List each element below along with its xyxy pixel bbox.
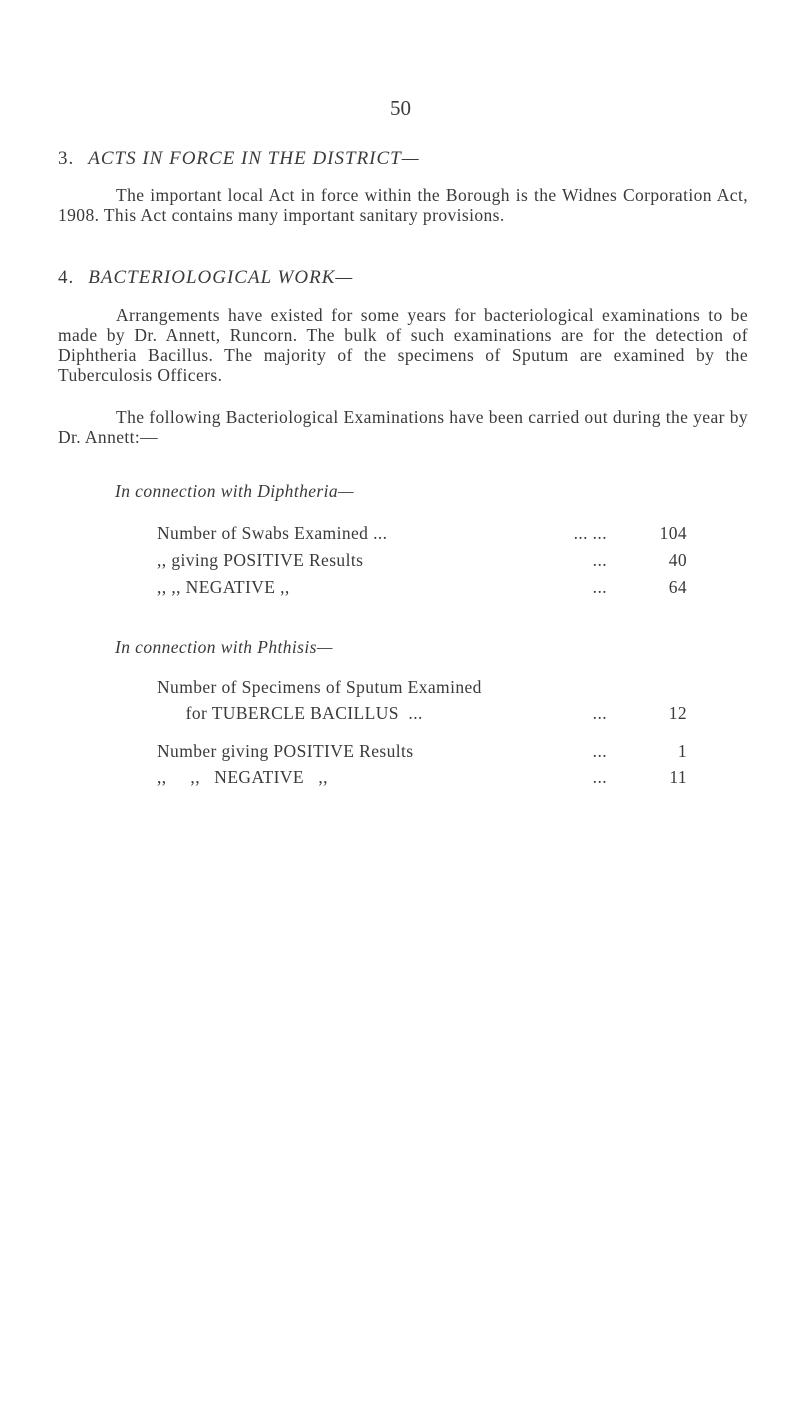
diphtheria-row-swabs bbox=[157, 523, 687, 545]
diphtheria-row-positive bbox=[157, 550, 687, 572]
row-label: ,, ,, NEGATIVE ,, bbox=[157, 767, 328, 787]
section-3-heading bbox=[58, 148, 420, 170]
row-label: Number giving POSITIVE Results bbox=[157, 741, 414, 761]
row-value: 40 bbox=[668, 550, 687, 570]
row-leader: ... ... bbox=[573, 523, 607, 543]
phthisis-row-negative bbox=[157, 767, 687, 789]
row-label: Number of Swabs Examined ... bbox=[157, 523, 388, 543]
phthisis-row-positive bbox=[157, 741, 687, 763]
section-3-title: ACTS IN FORCE IN THE DISTRICT— bbox=[88, 148, 420, 169]
phthisis-row-specimens bbox=[157, 677, 687, 699]
row-value: 11 bbox=[669, 767, 687, 787]
section-3-body: The important local Act in force within the Borough is the Widnes Corporation Act, 1908. This Act contains many important sanitary provisions. bbox=[58, 185, 748, 225]
row-leader: ... bbox=[592, 703, 607, 723]
row-label: Number of Specimens of Sputum Examined bbox=[157, 677, 482, 697]
row-label: for TUBERCLE BACILLUS ... bbox=[157, 703, 423, 723]
row-value: 64 bbox=[668, 577, 687, 597]
diphtheria-heading: In connection with Diphtheria— bbox=[115, 481, 354, 501]
row-leader: ... bbox=[592, 550, 607, 570]
row-label: ,, giving POSITIVE Results bbox=[157, 550, 364, 570]
section-4-body-2: The following Bacteriological Examinations have been carried out during the year by Dr. Annett:— bbox=[58, 407, 748, 447]
section-4-body-1: Arrangements have existed for some years for bacteriological examinations to be made by Dr. Annett, Runcorn. The bulk of such examinations are for the detection of Diphtheria Bacillus. The majority of the specimens of Sputum are examined by the Tuberculosis Officers. bbox=[58, 305, 748, 385]
row-value: 1 bbox=[677, 741, 687, 761]
row-label: ,, ,, NEGATIVE ,, bbox=[157, 577, 290, 597]
row-value: 104 bbox=[659, 523, 687, 543]
row-leader: ... bbox=[592, 767, 607, 787]
phthisis-heading: In connection with Phthisis— bbox=[115, 637, 333, 657]
section-4-number: 4. bbox=[58, 267, 75, 288]
section-3-number: 3. bbox=[58, 148, 75, 169]
section-4-heading bbox=[58, 267, 353, 289]
row-leader: ... bbox=[592, 741, 607, 761]
page-number: 50 bbox=[390, 96, 411, 120]
row-value: 12 bbox=[668, 703, 687, 723]
phthisis-row-tubercle bbox=[157, 703, 687, 725]
section-4-title: BACTERIOLOGICAL WORK— bbox=[88, 267, 354, 288]
row-leader: ... bbox=[592, 577, 607, 597]
diphtheria-row-negative bbox=[157, 577, 687, 599]
